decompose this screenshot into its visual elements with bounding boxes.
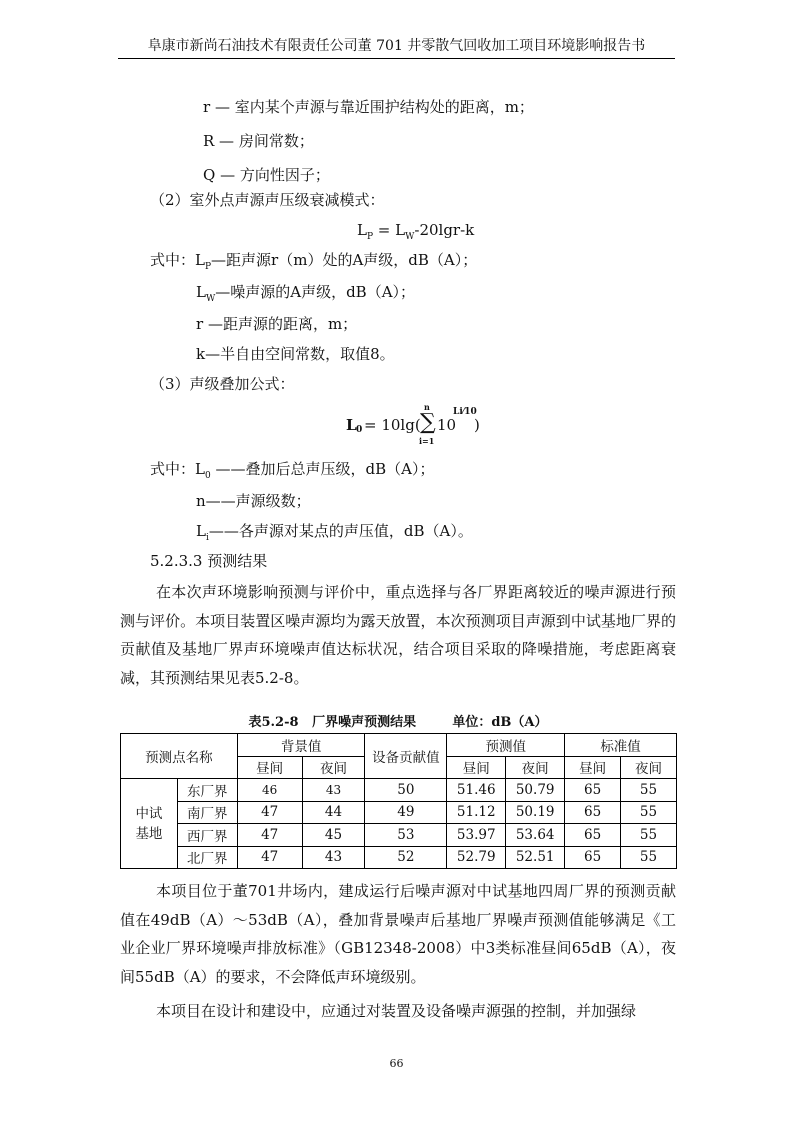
table-row: 南厂界 47 44 49 51.12 50.19 65 55: [121, 801, 677, 824]
formula-sum: [346, 404, 486, 450]
table-row: 中试 基地 东厂界 46 43 50 51.46 50.79 65 55: [121, 779, 677, 802]
section3-def-li: $L_i——$各声源对某点的声压值，dB（A）。: [196, 522, 473, 543]
def-room-constant: R — 房间常数；: [203, 132, 314, 150]
header-pred-day: 昼间: [447, 756, 506, 779]
formula-point-source: [357, 219, 474, 241]
row-name: 北厂界: [177, 846, 237, 869]
section3-def-n: n——声源级数；: [196, 492, 311, 510]
header-bg-night: 夜间: [302, 756, 365, 779]
row-name: 东厂界: [177, 779, 237, 802]
paragraph-conclusion: 本项目位于董701井场内，建成运行后噪声源对中试基地四周厂界的预测贡献值在49dB（A）～53dB（A），叠加背景噪声后基地厂界噪声预测值能够满足《工业企业厂界环境噪声排放标准》（GB12348-2008）中3类标准昼间65dB（A），夜间55dB（A）的要求，不会降低声环境级别。: [120, 882, 676, 986]
subsection-title: 5.2.3.3 预测结果: [150, 552, 268, 570]
table-caption: 表5.2-8 厂界噪声预测结果 单位：dB（A）: [248, 715, 548, 730]
page-number: 66: [389, 1057, 404, 1070]
header-standard: 标准值: [565, 734, 677, 757]
row-name: 南厂界: [177, 801, 237, 824]
formula2-rest: -20lgr-k: [414, 221, 475, 239]
section2-def-lw: $L_W—$噪声源的A声级，dB（A）；: [196, 283, 416, 304]
paragraph-intro: 在本次声环境影响预测与评价中，重点选择与各厂界距离较近的噪声源进行预测与评价。本项目装置区噪声源均为露天放置，本次预测项目声源到中试基地厂界的贡献值及基地厂界声环境噪声值达标状况，结合项目采取的降噪措施，考虑距离衰减，其预测结果见表5.2-8。: [120, 583, 676, 687]
header-background: 背景值: [237, 734, 365, 757]
formula3-close: ): [474, 416, 480, 434]
header-std-day: 昼间: [565, 756, 621, 779]
section3-heading: （3）声级叠加公式：: [150, 375, 295, 393]
noise-prediction-table: [120, 733, 677, 869]
section2-heading: （2）室外点声源声压级衰减模式：: [150, 191, 385, 209]
section2-def-k: k—半自由空间常数，取值8。: [196, 345, 395, 363]
section2-def-lp: 式中：$L_P—$距声源r（m）处的A声级，dB（A）；: [150, 251, 478, 272]
table-row: 西厂界 47 45 53 53.97 53.64 65 55: [121, 824, 677, 847]
table-row: 北厂界 47 43 52 52.79 52.51 65 55: [121, 846, 677, 869]
formula3-lhs: L: [346, 416, 357, 434]
row-name: 西厂界: [177, 824, 237, 847]
where-label-2: 式中：: [150, 251, 196, 269]
formula2-lhs-sub: P: [366, 232, 374, 242]
formula2-eq: = L: [373, 221, 406, 239]
header-pred-night: 夜间: [506, 756, 565, 779]
formula3-sum-top: n: [424, 402, 430, 412]
def-directivity: Q — 方向性因子；: [203, 166, 330, 184]
formula2-lhs: L: [357, 221, 367, 239]
paragraph-design: 本项目在设计和建设中，应通过对装置及设备噪声源强的控制，并加强绿: [156, 1002, 637, 1020]
header-divider: [118, 58, 675, 59]
section3-def-l0: 式中：$L_0$ ——叠加后总声压级，dB（A）；: [150, 460, 435, 481]
page-header: 阜康市新尚石油技术有限责任公司董 701 井零散气回收加工项目环境影响报告书: [147, 38, 646, 54]
formula3-base: 10: [437, 416, 457, 434]
formula3-eq: = 10lg(: [364, 416, 421, 434]
section2-def-r: r —距声源的距离，m；: [196, 315, 358, 333]
where-label-3: 式中：: [150, 460, 196, 478]
formula2-w-sub: W: [405, 232, 415, 242]
def-r-indoor: r — 室内某个声源与靠近围护结构处的距离，m；: [203, 98, 534, 116]
header-predicted: 预测值: [447, 734, 565, 757]
header-contribution: 设备贡献值: [365, 734, 447, 779]
formula3-exp: Li⁄10: [453, 407, 477, 417]
formula3-sum-bottom: i=1: [419, 436, 435, 446]
header-std-night: 夜间: [621, 756, 677, 779]
sigma-icon: ∑: [420, 410, 436, 435]
group-cell: 中试 基地: [121, 779, 178, 869]
header-bg-day: 昼间: [237, 756, 302, 779]
formula3-lhs-sub: 0: [356, 425, 363, 435]
header-point-name: 预测点名称: [121, 734, 238, 779]
